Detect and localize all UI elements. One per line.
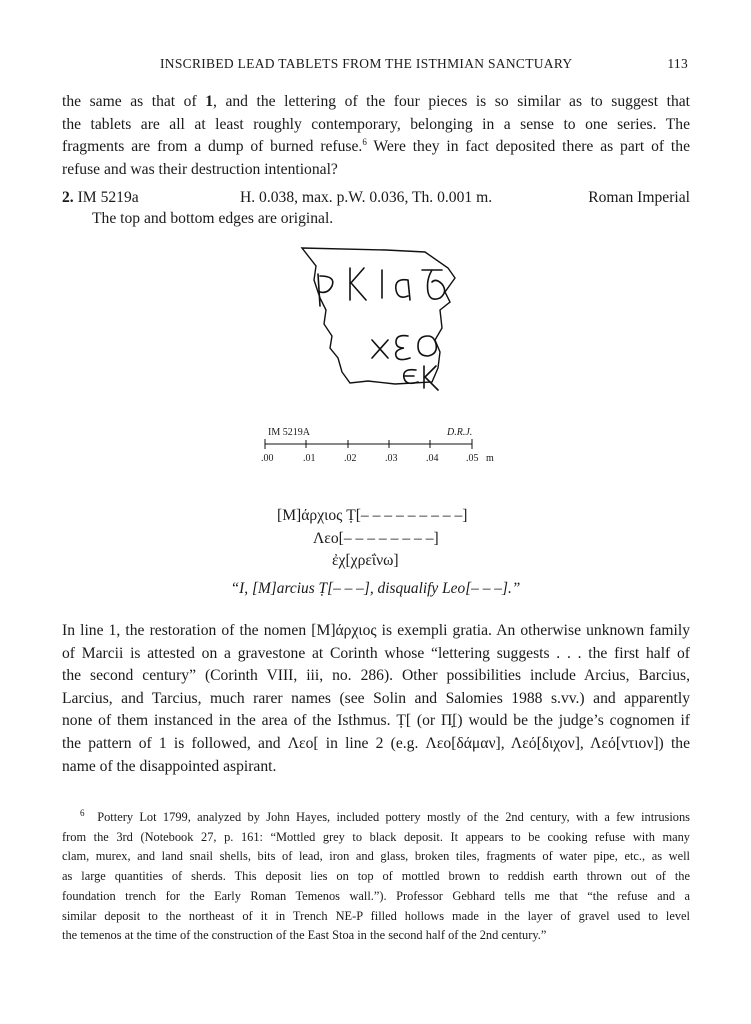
reading-line-3: ἐχ[χρεΐνω] <box>332 552 399 569</box>
tablet-letters <box>318 268 445 390</box>
para2-line: none of them instanced in the area of the Isthmus. Ṭ[ (or Π̣[) would be the judge’s cognomen if <box>62 712 690 730</box>
translation: “I, [M]arcius Ṭ[– – –], disqualify Leo[– – –].” <box>230 580 521 597</box>
scale-tick-label: .01 <box>303 453 316 464</box>
footnote <box>62 808 690 946</box>
footnote-line: foundation trench for the Early Roman Temenos wall.”). Professor Gebhard tells me that “the refuse and a <box>62 888 690 903</box>
entry-period: Roman Imperial <box>588 189 690 206</box>
scale-bar <box>262 438 482 450</box>
scale-tick-label: .05 <box>466 453 479 464</box>
para2-line: Larcius, and Tarcius, much rarer names (see Solin and Salomies 1988 s.vv.) and apparently <box>62 689 690 707</box>
reading-line-1: [M]άρχιος Ṭ[– – – – – – – – –] <box>277 507 468 524</box>
drawing-artist: D.R.J. <box>447 427 473 438</box>
scale-unit: m <box>486 453 494 464</box>
footnote-ref: 6 <box>362 137 367 147</box>
drawing-label: IM 5219A <box>268 427 310 438</box>
scale-tick-label: .00 <box>261 453 274 464</box>
footnote-line: clam, murex, and land snail shells, bits of lead, iron and glass, broken tiles, fragments of water pipe, etc., as well <box>62 849 690 864</box>
footnote-line: from the 3rd (Notebook 27, p. 161: “Mottled grey to black deposit. It appears to be cooking refuse with many <box>62 829 690 844</box>
entry-dimensions: H. 0.038, max. p.W. 0.036, Th. 0.001 m. <box>240 189 493 206</box>
footnote-line: the temenos at the time of the construction of the East Stoa in the second half of the 2nd century.” <box>62 928 547 943</box>
commentary-paragraph <box>62 620 690 778</box>
para2-line: the pattern of 1 is followed, and Λεο[ in line 2 (e.g. Λεο[δάμαν], Λεό[διχον], Λεό[ντιον]) the <box>62 734 690 752</box>
page-number: 113 <box>667 56 688 71</box>
tablet-drawing <box>290 240 470 400</box>
footnote-line: $^6$ Pottery Lot 1799, analyzed by John Hayes, included pottery mostly of the 2nd century, with a few intrusions <box>80 807 690 824</box>
running-head: INSCRIBED LEAD TABLETS FROM THE ISTHMIAN SANCTUARY <box>160 56 573 71</box>
edges-note: The top and bottom edges are original. <box>92 210 334 227</box>
scale-tick-label: .04 <box>426 453 439 464</box>
para2-line: In line 1, the restoration of the nomen [M]άρχιος is exempli gratia. An otherwise unknown family <box>62 622 690 639</box>
para1-line: the same as that of 1, and the lettering of the four pieces is so similar as to suggest that <box>62 93 690 110</box>
para2-line: name of the disappointed aspirant. <box>62 757 277 775</box>
reading-line-2: Λεο[– – – – – – – –] <box>313 530 439 547</box>
para2-line: the second century” (Corinth VIII, iii, no. 286). Other possibilities include Arcius, Barcius, <box>62 667 690 685</box>
entry-number: 2. IM 5219a <box>62 189 139 206</box>
scale-tick-label: .03 <box>385 453 398 464</box>
para1-line: the tablets are all at least roughly contemporary, belonging in a sense to one series. The <box>62 115 690 133</box>
footnote-line: as large quantities of sherds. This deposit lies on top of mottled brown to reddish earth thrown out of the <box>62 869 690 884</box>
scale-tick-label: .02 <box>344 453 357 464</box>
footnote-line: similar deposit to the northeast of it in Trench NE-P filled hollows made in the layer of gravel used to level <box>62 908 690 923</box>
tablet-outline <box>302 248 455 384</box>
para1-line: fragments are from a dump of burned refuse.$^6$ Were they in fact deposited there as part of the <box>62 137 690 156</box>
para1-line: refuse and was their destruction intentional? <box>62 160 338 178</box>
intro-paragraph <box>62 91 690 181</box>
para2-line: of Marcii is attested on a gravestone at Corinth whose “lettering suggests . . . the first half of <box>62 644 690 662</box>
footnote-marker: 6 <box>80 807 85 818</box>
